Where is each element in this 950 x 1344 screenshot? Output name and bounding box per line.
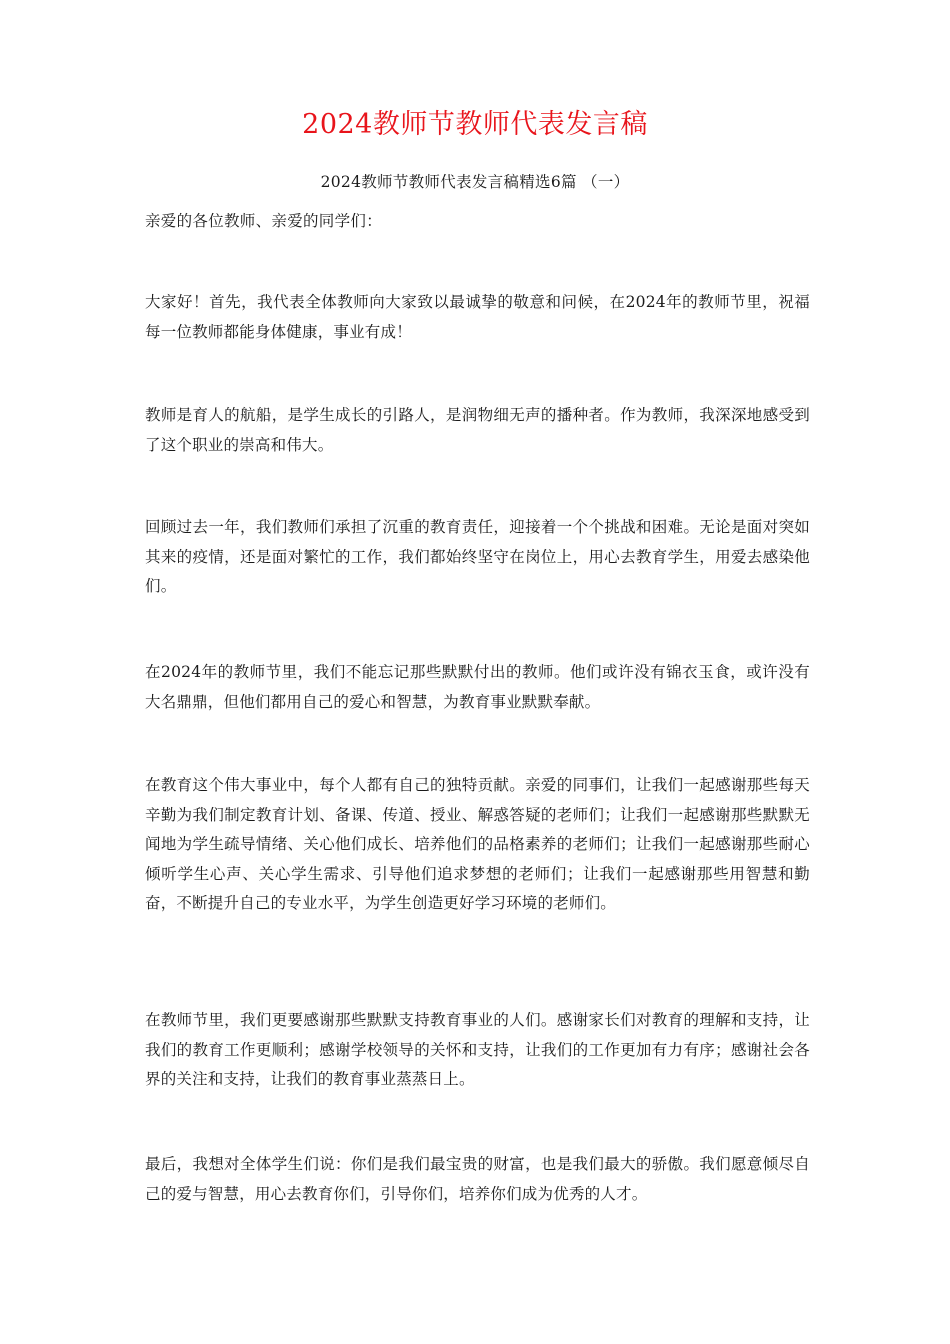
salutation: 亲爱的各位教师、亲爱的同学们：	[145, 212, 383, 230]
paragraph: 在2024年的教师节里，我们不能忘记那些默默付出的教师。他们或许没有锦衣玉食，或许没有大名鼎鼎，但他们都用自己的爱心和智慧，为教育事业默默奉献。	[145, 663, 810, 711]
document-subtitle: 2024教师节教师代表发言稿精选6篇 （一）	[320, 173, 630, 191]
paragraph: 最后，我想对全体学生们说：你们是我们最宝贵的财富，也是我们最大的骄傲。我们愿意倾尽自己的爱与智慧，用心去教育你们，引导你们，培养你们成为优秀的人才。	[145, 1155, 810, 1203]
paragraph: 在教师节里，我们更要感谢那些默默支持教育事业的人们。感谢家长们对教育的理解和支持，让我们的教育工作更顺利；感谢学校领导的关怀和支持，让我们的工作更加有力有序；感谢社会各界的关注和支持，让我们的教育事业蒸蒸日上。	[145, 1011, 810, 1088]
paragraph: 回顾过去一年，我们教师们承担了沉重的教育责任，迎接着一个个挑战和困难。无论是面对突如其来的疫情，还是面对繁忙的工作，我们都始终坚守在岗位上，用心去教育学生，用爱去感染他们。	[145, 518, 810, 595]
paragraph: 在教育这个伟大事业中，每个人都有自己的独特贡献。亲爱的同事们，让我们一起感谢那些每天辛勤为我们制定教育计划、备课、传道、授业、解惑答疑的老师们；让我们一起感谢那些默默无闻地为学生疏导情绪、关心他们成长、培养他们的品格素养的老师们；让我们一起感谢那些耐心倾听学生心声、关心学生需求、引导他们追求梦想的老师们；让我们一起感谢那些用智慧和勤奋，不断提升自己的专业水平，为学生创造更好学习环境的老师们。	[145, 776, 810, 912]
paragraph: 大家好！首先，我代表全体教师向大家致以最诚挚的敬意和问候，在2024年的教师节里，祝福每一位教师都能身体健康，事业有成！	[145, 293, 810, 341]
paragraph: 教师是育人的航船，是学生成长的引路人，是润物细无声的播种者。作为教师，我深深地感受到了这个职业的崇高和伟大。	[145, 406, 810, 454]
document-title: 2024教师节教师代表发言稿	[302, 109, 648, 140]
